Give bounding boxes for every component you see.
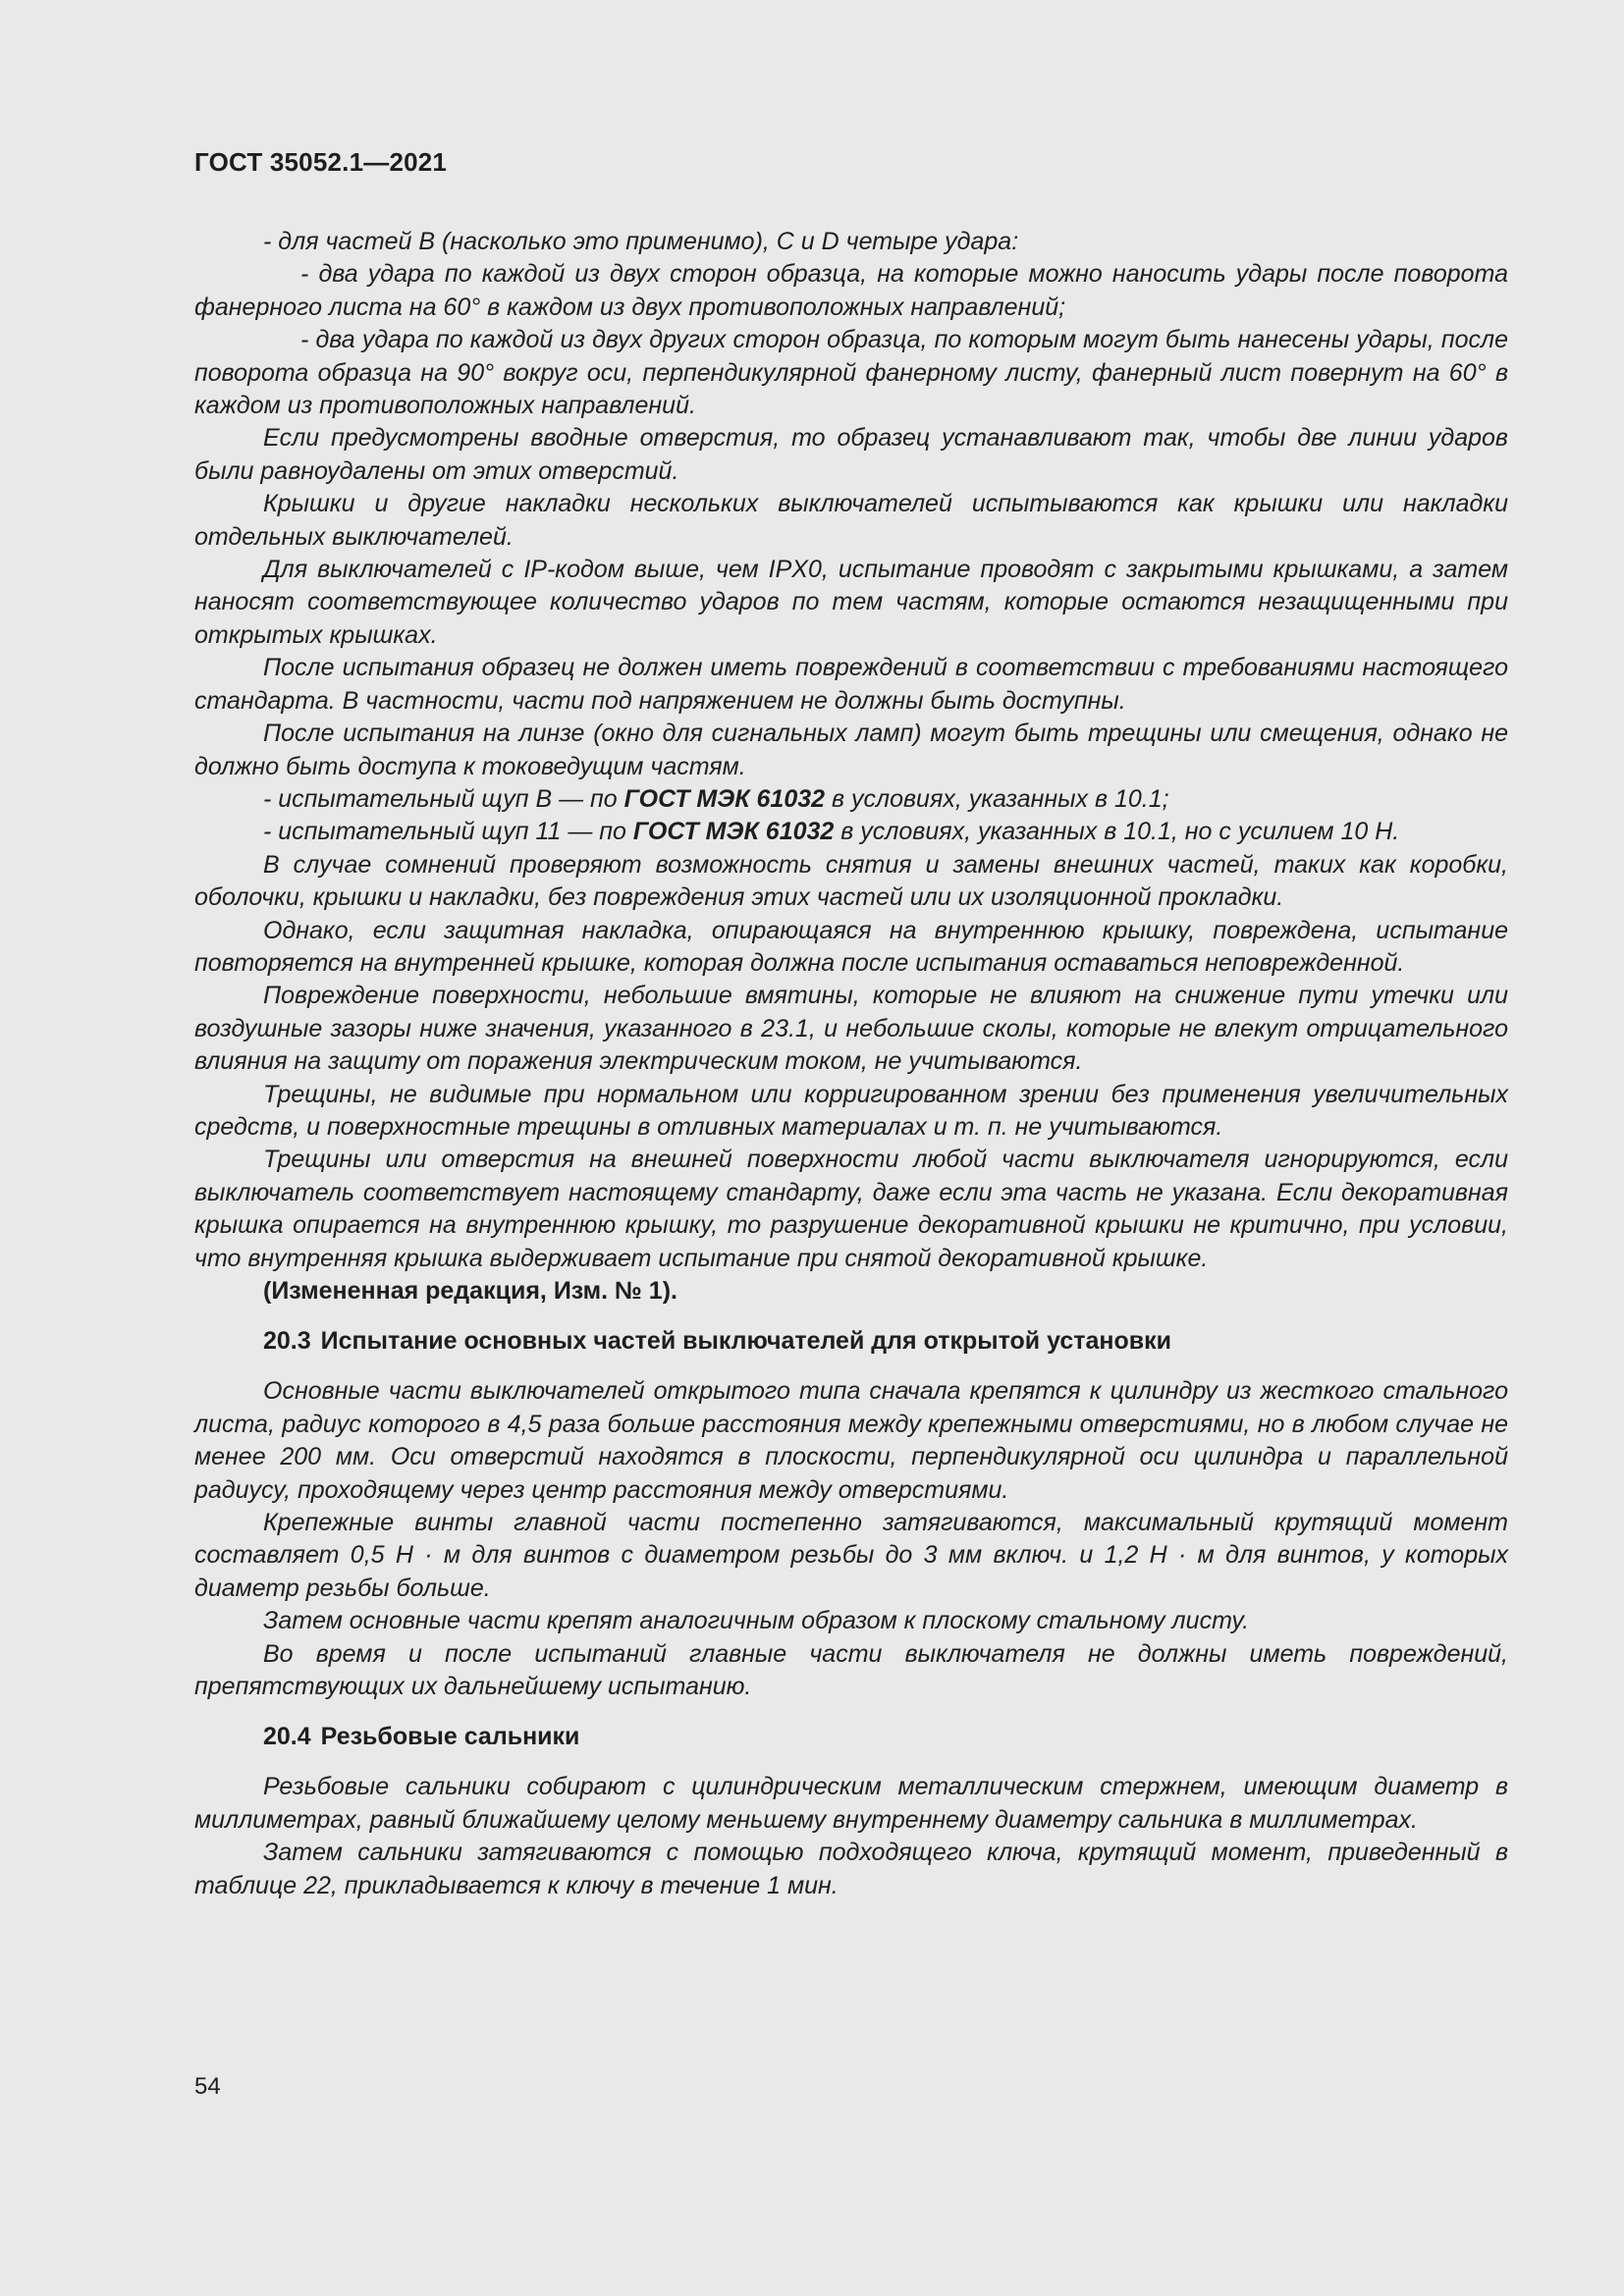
document-page [194, 0, 1508, 2296]
paragraph: После испытания на линзе (окно для сигнальных ламп) могут быть трещины или смещения, однако не должно быть доступа к токоведущим частям. [194, 720, 1508, 780]
paragraph: Для выключателей с IP-кодом выше, чем IPX0, испытание проводят с закрытыми крышками, а затем наносят соответствующее количество ударов по тем частям, которые остаются незащищенными при открытых крышках. [194, 556, 1508, 649]
probe-11-before: - испытательный щуп 11 — по [263, 818, 633, 846]
page-number: 54 [194, 2073, 221, 2100]
paragraph: В случае сомнений проверяют возможность снятия и замены внешних частей, таких как коробки, оболочки, крышки и накладки, без повреждения этих частей или их изоляционной прокладки. [194, 850, 1508, 912]
section-number: 20.3 [263, 1327, 311, 1356]
probe-b-before: - испытательный щуп B — по [263, 784, 624, 813]
probe-11-after: в условиях, указанных в 10.1, но с усилием 10 Н. [834, 818, 1400, 846]
section-heading-20-4 [263, 1721, 1508, 1753]
paragraph: Затем основные части крепят аналогичным образом к плоскому стальному листу. [263, 1607, 1250, 1635]
probe-b-after: в условиях, указанных в 10.1; [825, 784, 1169, 813]
list-item: - два удара по каждой из двух других сторон образца, по которым могут быть нанесены удары, после поворота образца на 90° вокруг оси, перпендикулярной фанерному листу, фанерный лист повернут на 60° в каждом из противоположных направлений. [194, 326, 1508, 420]
list-item: - для частей B (насколько это применимо), C и D четыре удара: [263, 228, 1019, 255]
paragraph: Затем сальники затягиваются с помощью подходящего ключа, крутящий момент, приведенный в таблице 22, прикладывается к ключу в течение 1 мин. [194, 1839, 1508, 1899]
paragraph: Трещины, не видимые при нормальном или корригированном зрении без применения увеличительных средств, и поверхностные трещины в отливных материалах и т. п. не учитываются. [194, 1080, 1508, 1141]
section-title: Испытание основных частей выключателей для открытой установки [320, 1327, 1172, 1356]
paragraph: Повреждение поверхности, небольшие вмятины, которые не влияют на снижение пути утечки или воздушные зазоры ниже значения, указанного в 23.1, и небольшие сколы, которые не влекут отрицательного влияния на защиту от поражения электрическим током, не учитываются. [194, 982, 1508, 1076]
section-heading-20-3 [263, 1325, 1508, 1358]
paragraph: Крепежные винты главной части постепенно затягиваются, максимальный крутящий момент составляет 0,5 Н · м для винтов с диаметром резьбы до 3 мм включ. и 1,2 Н · м для винтов, у которых диаметр резьбы больше. [194, 1509, 1508, 1602]
document-body [194, 226, 1508, 1902]
list-item-probe-11 [194, 816, 1508, 848]
paragraph: Однако, если защитная накладка, опирающаяся на внутреннюю крышку, повреждена, испытание повторяется на внутренней крышке, которая должна после испытания оставаться неповрежденной. [194, 916, 1508, 977]
paragraph: Во время и после испытаний главные части выключателя не должны иметь повреждений, препятствующих их дальнейшему испытанию. [194, 1639, 1508, 1701]
list-item: - два удара по каждой из двух сторон образца, на которые можно наносить удары после поворота фанерного листа на 60° в каждом из двух противоположных направлений; [194, 260, 1508, 321]
paragraph: Трещины или отверстия на внешней поверхности любой части выключателя игнорируются, если выключатель соответствует настоящему стандарту, даже если эта часть не указана. Если декоративная крышка опирается на внутреннюю крышку, то разрушение декоративной крышки не критично, при условии, что внутренняя крышка выдерживает испытание при снятой декоративной крышке. [194, 1146, 1508, 1272]
paragraph: Основные части выключателей открытого типа сначала крепятся к цилиндру из жесткого стального листа, радиус которого в 4,5 раза больше расстояния между крепежными отверстиями, но в любом случае не менее 200 мм. Оси отверстий находятся в плоскости, перпендикулярной оси цилиндра и параллельной радиусу, проходящему через центр расстояния между отверстиями. [194, 1377, 1508, 1504]
paragraph: Крышки и другие накладки нескольких выключателей испытываются как крышки или накладки отдельных выключателей. [194, 490, 1508, 551]
document-header: ГОСТ 35052.1—2021 [194, 147, 448, 177]
standard-reference: ГОСТ МЭК 61032 [632, 818, 835, 846]
paragraph: Резьбовые сальники собирают с цилиндрическим металлическим стержнем, имеющим диаметр в миллиметрах, равный ближайшему целому меньшему внутреннему диаметру сальника в миллиметрах. [194, 1773, 1508, 1834]
paragraph: Если предусмотрены вводные отверстия, то образец устанавливают так, чтобы две линии ударов были равноудалены от этих отверстий. [194, 424, 1508, 485]
standard-reference: ГОСТ МЭК 61032 [623, 784, 826, 813]
section-number: 20.4 [263, 1723, 311, 1751]
paragraph: После испытания образец не должен иметь повреждений в соответствии с требованиями настоящего стандарта. В частности, части под напряжением не должны быть доступны. [194, 654, 1508, 715]
section-title: Резьбовые сальники [320, 1723, 580, 1751]
amendment-note: (Измененная редакция, Изм. № 1). [263, 1277, 677, 1305]
list-item-probe-b [194, 783, 1508, 816]
